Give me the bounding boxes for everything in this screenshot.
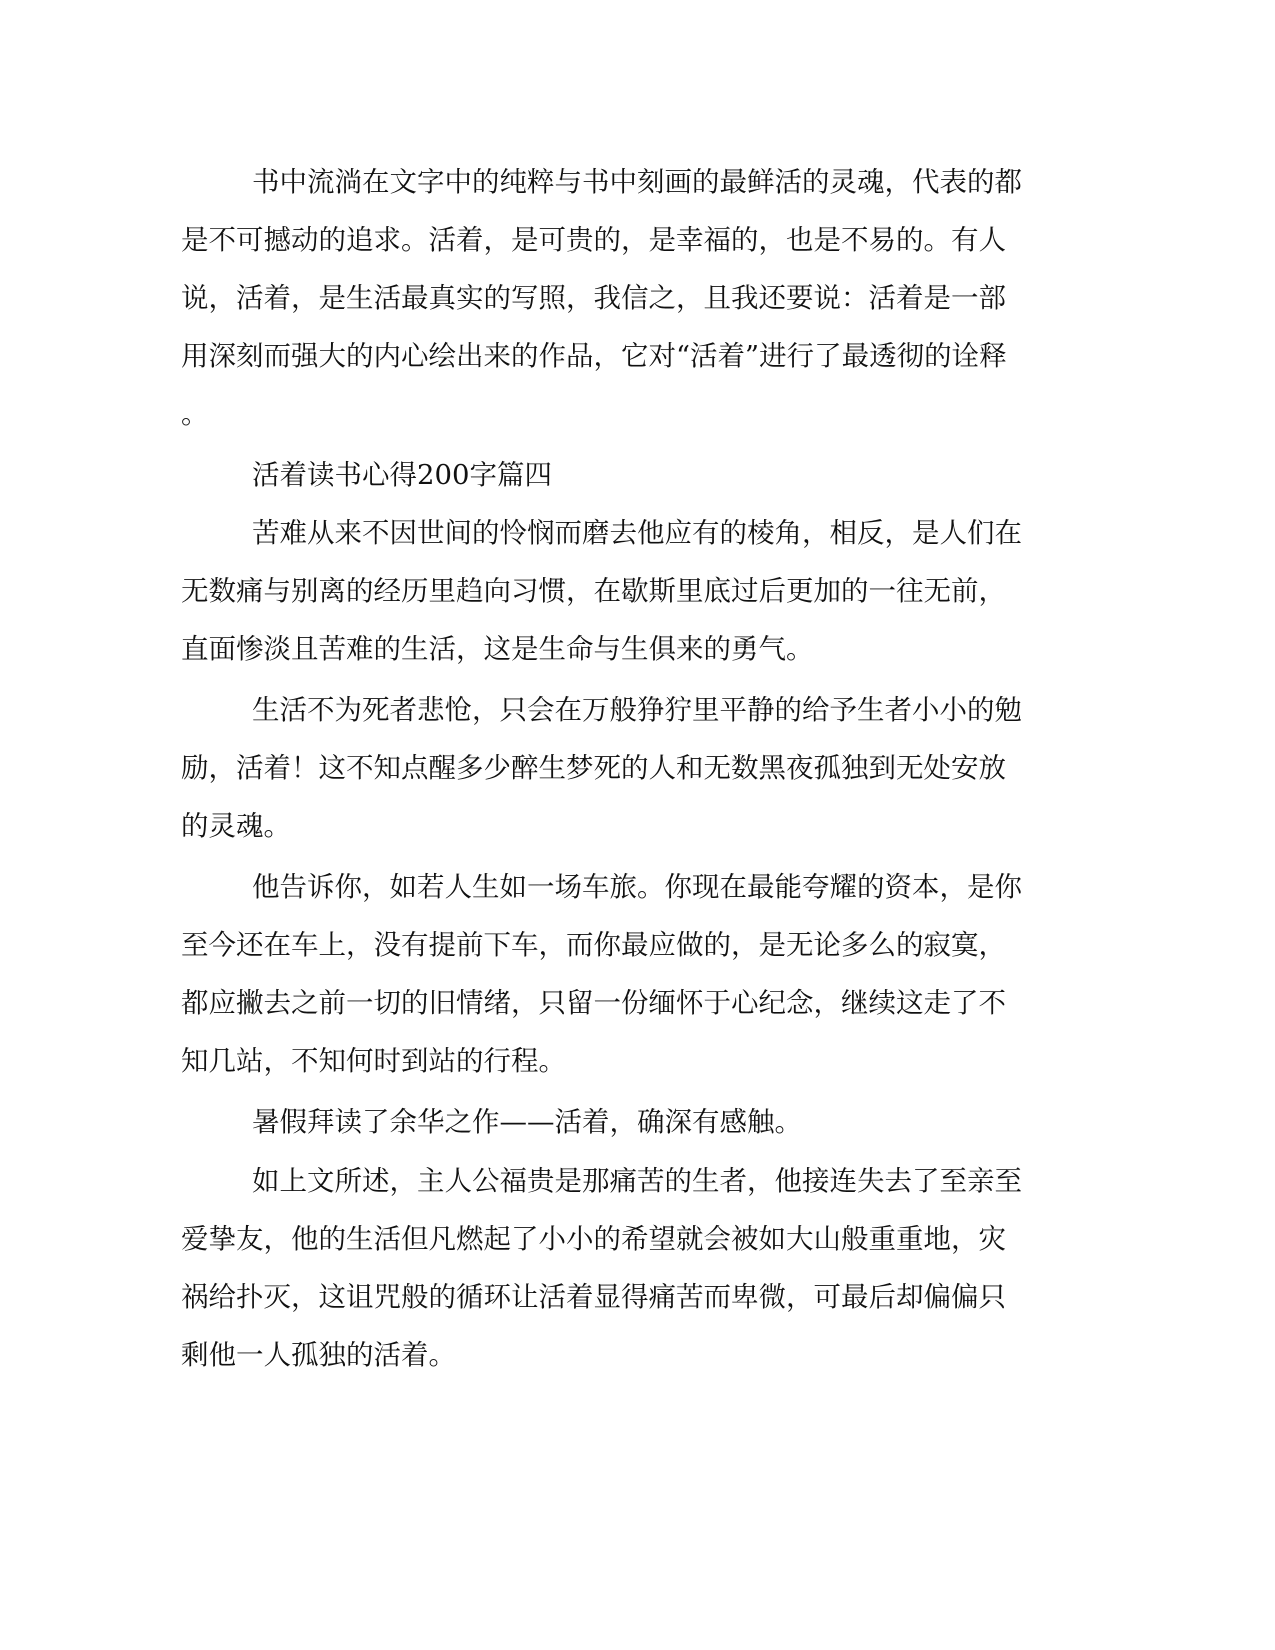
paragraph-line: 无数痛与别离的经历里趋向习惯，在歇斯里底过后更加的一往无前， bbox=[181, 575, 1006, 607]
paragraph-line: 励，活着！这不知点醒多少醉生梦死的人和无数黑夜孤独到无处安放 bbox=[181, 752, 1006, 784]
paragraph-line: 至今还在车上，没有提前下车，而你最应做的，是无论多么的寂寞， bbox=[181, 929, 1006, 961]
paragraph-line: 。 bbox=[181, 398, 209, 430]
paragraph-line: 他告诉你，如若人生如一场车旅。你现在最能夸耀的资本，是你 bbox=[252, 871, 1022, 903]
paragraph-line: 说，活着，是生活最真实的写照，我信之，且我还要说：活着是一部 bbox=[181, 282, 1006, 314]
paragraph-line: 直面惨淡且苦难的生活，这是生命与生俱来的勇气。 bbox=[181, 633, 814, 665]
paragraph-line: 生活不为死者悲怆，只会在万般狰狞里平静的给予生者小小的勉 bbox=[252, 694, 1022, 726]
paragraph-line: 书中流淌在文字中的纯粹与书中刻画的最鲜活的灵魂，代表的都 bbox=[252, 166, 1022, 198]
paragraph-line: 剩他一人孤独的活着。 bbox=[181, 1339, 456, 1371]
paragraph-line: 爱挚友，他的生活但凡燃起了小小的希望就会被如大山般重重地，灾 bbox=[181, 1223, 1006, 1255]
paragraph-line: 用深刻而强大的内心绘出来的作品，它对“活着”进行了最透彻的诠释 bbox=[181, 340, 1007, 372]
section-heading: 活着读书心得200字篇四 bbox=[252, 459, 552, 491]
paragraph-line: 苦难从来不因世间的怜悯而磨去他应有的棱角，相反，是人们在 bbox=[252, 517, 1022, 549]
paragraph-line: 是不可撼动的追求。活着，是可贵的，是幸福的，也是不易的。有人 bbox=[181, 224, 1006, 256]
paragraph-line: 的灵魂。 bbox=[181, 810, 291, 842]
paragraph-line: 暑假拜读了余华之作——活着，确深有感触。 bbox=[252, 1106, 802, 1138]
paragraph-line: 知几站，不知何时到站的行程。 bbox=[181, 1045, 566, 1077]
paragraph-line: 如上文所述，主人公福贵是那痛苦的生者，他接连失去了至亲至 bbox=[252, 1165, 1022, 1197]
paragraph-line: 祸给扑灭，这诅咒般的循环让活着显得痛苦而卑微，可最后却偏偏只 bbox=[181, 1281, 1006, 1313]
paragraph-line: 都应撇去之前一切的旧情绪，只留一份缅怀于心纪念，继续这走了不 bbox=[181, 987, 1006, 1019]
